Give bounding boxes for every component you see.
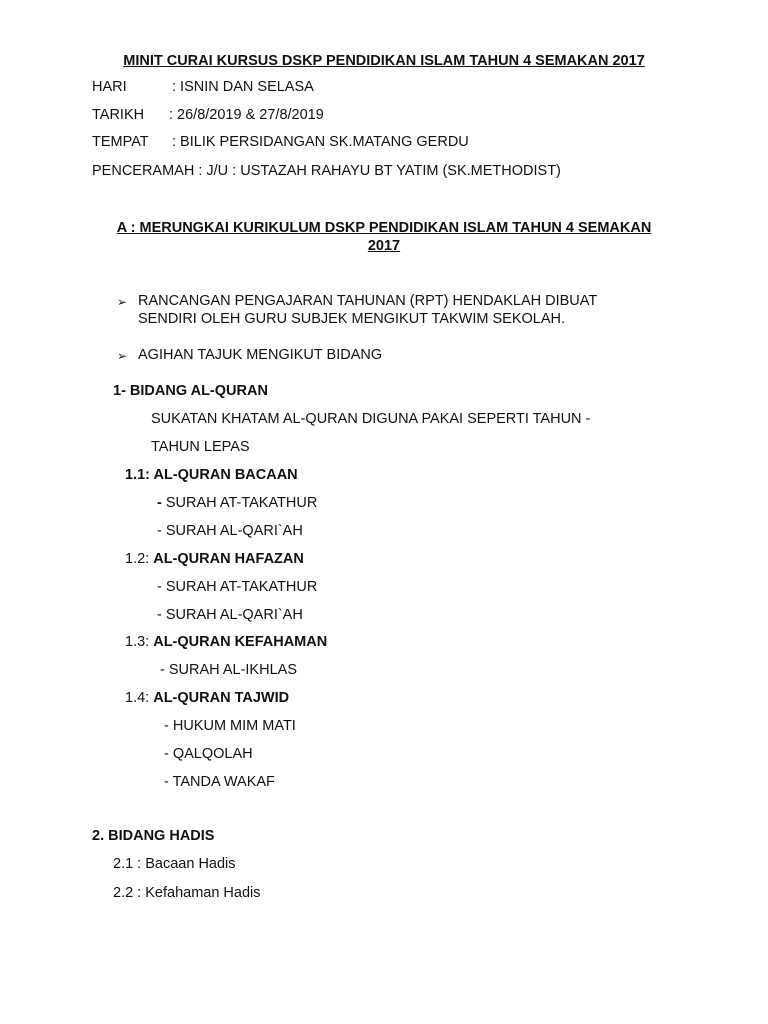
tarikh-label: TARIKH — [92, 107, 145, 123]
list-item: - SURAH AL-QARI`AH — [157, 607, 303, 623]
sub-number: 1.3: — [125, 634, 154, 650]
list-item: - QALQOLAH — [164, 746, 253, 762]
meta-penceramah: PENCERAMAH : J/U : USTAZAH RAHAYU BT YATIM (SK.METHODIST) — [92, 163, 561, 179]
bidang-quran-note-line1: SUKATAN KHATAM AL-QURAN DIGUNA PAKAI SEPERTI TAHUN - — [151, 411, 591, 427]
sub-title: AL-QURAN HAFAZAN — [153, 551, 304, 567]
bullet-2-line1: AGIHAN TAJUK MENGIKUT BIDANG — [138, 347, 383, 363]
list-item: 2.1 : Bacaan Hadis — [113, 856, 236, 872]
bidang-quran-note-line2: TAHUN LEPAS — [151, 439, 250, 455]
tempat-value: : BILIK PERSIDANGAN SK.MATANG GERDU — [172, 134, 469, 150]
list-item — [157, 494, 317, 512]
bullet-1-line2: SENDIRI OLEH GURU SUBJEK MENGIKUT TAKWIM SEKOLAH. — [138, 311, 566, 327]
sub-title: AL-QURAN TAJWID — [153, 690, 290, 706]
hari-label: HARI — [92, 79, 127, 95]
list-item-text: SURAH AT-TAKATHUR — [165, 495, 318, 511]
list-item: - SURAH AL-QARI`AH — [157, 523, 303, 539]
list-item: - SURAH AT-TAKATHUR — [157, 579, 318, 595]
sub-number: 1.2: — [125, 551, 154, 567]
sub-1-4-heading — [125, 689, 289, 707]
list-item: - SURAH AL-IKHLAS — [160, 662, 297, 678]
sub-1-3-heading — [125, 633, 327, 651]
sub-1-2-heading — [125, 550, 304, 568]
bidang-quran-heading: 1- BIDANG AL-QURAN — [113, 383, 268, 399]
dash-marker: - — [157, 495, 162, 511]
list-item: - TANDA WAKAF — [164, 774, 275, 790]
arrow-bullet-icon: ➢ — [117, 295, 128, 309]
list-item: 2.2 : Kefahaman Hadis — [113, 885, 261, 901]
tempat-label: TEMPAT — [92, 134, 149, 150]
bullet-1-line1: RANCANGAN PENGAJARAN TAHUNAN (RPT) HENDAKLAH DIBUAT — [138, 293, 598, 309]
arrow-bullet-icon: ➢ — [117, 349, 128, 363]
document-title: MINIT CURAI KURSUS DSKP PENDIDIKAN ISLAM TAHUN 4 SEMAKAN 2017 — [123, 53, 645, 69]
sub-title: AL-QURAN KEFAHAMAN — [153, 634, 328, 650]
sub-1-1-heading: 1.1: AL-QURAN BACAAN — [125, 467, 298, 483]
list-item: - HUKUM MIM MATI — [164, 718, 296, 734]
section-a-heading-line2: 2017 — [367, 238, 401, 254]
hari-value: : ISNIN DAN SELASA — [172, 79, 314, 95]
section-a-heading-line1: A : MERUNGKAI KURIKULUM DSKP PENDIDIKAN ISLAM TAHUN 4 SEMAKAN — [116, 220, 652, 236]
tarikh-value: : 26/8/2019 & 27/8/2019 — [169, 107, 324, 123]
sub-number: 1.4: — [125, 690, 154, 706]
bidang-hadis-heading: 2. BIDANG HADIS — [92, 828, 215, 844]
